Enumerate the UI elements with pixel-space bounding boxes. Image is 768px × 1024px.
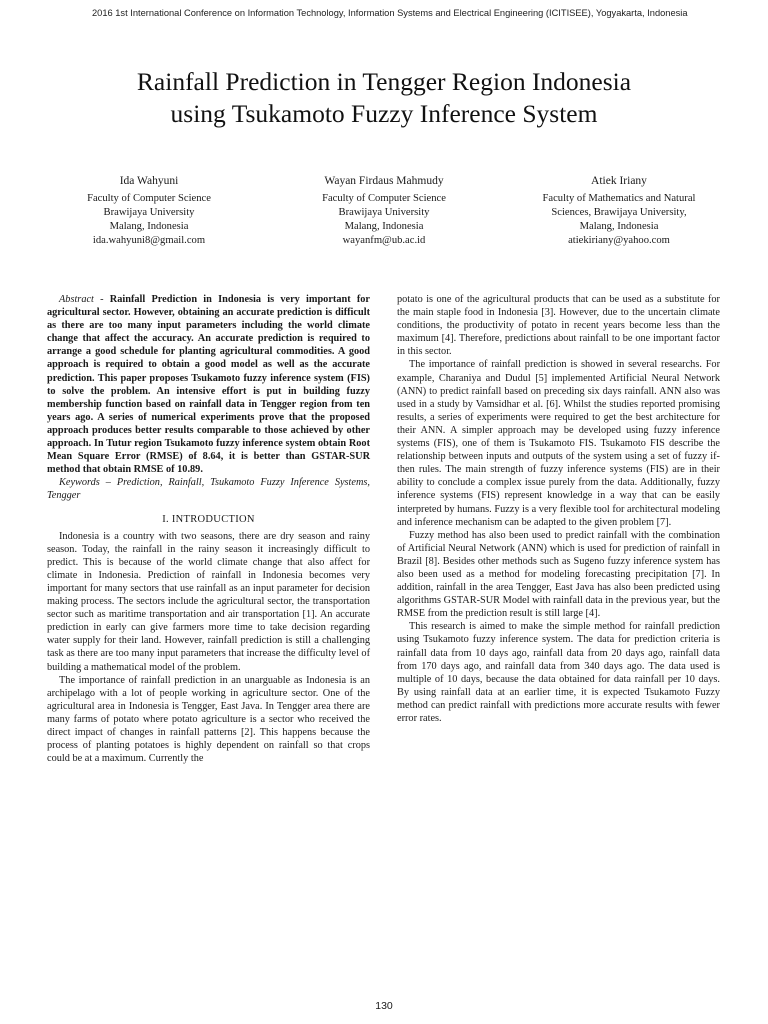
author-univ: Brawijaya University <box>338 207 430 218</box>
abstract-label: Abstract <box>59 294 94 305</box>
author-dept: Faculty of Computer Science <box>87 193 211 204</box>
keywords: Keywords – Prediction, Rainfall, Tsukamoto Fuzzy Inference Systems, Tengger <box>47 477 370 502</box>
body-paragraph: Fuzzy method has also been used to predict rainfall with the combination of Artificial Neural Network (ANN) which is used for prediction of rainfall in Brazil [8]. Besides other methods such as Sugeno fuzzy inference system has also been used as a method for modeling forecasting precipitation [7]. In addition, rainfall in the area Tengger, East Java has also been predicted using algorithms GSTAR-SUR Model with rainfall data in the previous year, but the RMSE from the prediction result is still large [4]. <box>397 529 720 620</box>
author-block-2 <box>269 174 499 248</box>
author-city: Malang, Indonesia <box>344 221 424 232</box>
body-paragraph: This research is aimed to make the simple method for rainfall prediction using Tsukamoto fuzzy inference system. The data for prediction criteria is rainfall data from 10 days ago, rainfall data from 20 days ago, rainfall data from 170 days ago, and rainfall data from 340 days ago. The data used is multiple of 10 days, because the data obtained for data rainfall per 10 days. By using rainfall data at an earlier time, it is expected Tsukamoto Fuzzy method can predict rainfall with predictions more accurate results with fewer error rates. <box>397 621 720 724</box>
author-name: Wayan Firdaus Mahmudy <box>324 175 444 187</box>
author-email: ida.wahyuni8@gmail.com <box>92 235 206 246</box>
abstract-dash: - <box>93 294 110 305</box>
title-line-1: Rainfall Prediction in Tengger Region Indonesia <box>136 67 632 96</box>
author-name: Ida Wahyuni <box>119 175 179 187</box>
author-city: Malang, Indonesia <box>109 221 189 232</box>
abstract <box>47 293 370 476</box>
body-paragraph: The importance of rainfall prediction is showed in several researchs. For example, Charaniya and Dudul [5] implemented Artificial Neural Network (ANN) to predict rainfall based on preceding six days rainfall. ANN also was used in a study by Vamsidhar et al. [6]. Whilst the studies reported promising results, a series of experiments were required to get the best architecture for their ANN. A simpler approach may be developed using fuzzy inference systems (FIS), one of them is Tsukamoto FIS. Tsukamoto FIS describe the relationship between inputs and outputs of the system using a set of fuzzy if-then rules. The main strength of fuzzy inference systems (FIS) are in their ability to conclude a complex issue purely from the data. Additionally, fuzzy inference systems (FIS) represent knowledge in a way that can be easily interpreted by humans. Fuzzy is a very flexible tool for architectural modeling and inference mechanism can be adapted to the given problem [7]. <box>397 359 720 528</box>
author-dept: Faculty of Mathematics and Natural <box>542 193 696 204</box>
paper-title <box>40 66 728 130</box>
author-name: Atiek Iriany <box>591 175 647 187</box>
author-block-3 <box>504 174 734 248</box>
author-email: atiekiriany@yahoo.com <box>568 235 670 246</box>
abstract-text: Rainfall Prediction in Indonesia is very important for agricultural sector. However, obtaining an accurate prediction is difficult as there are too many input parameters including the world climate change that affect the accuracy. An accurate prediction is required to arrange a good schedule for planting agricultural commodities. A good approach is required to obtain a good model as well as the accurate prediction. This paper proposes Tsukamoto fuzzy inference system (FIS) to solve the problem. An intensive effort is put in building fuzzy membership function based on rainfall data in Tengger region from ten years ago. A series of numerical experiments prove that the proposed approach produces better results comparable to those achieved by other approach. In Tutur region Tsukamoto fuzzy inference system obtain Root Mean Square Error (RMSE) of 8.64, it is better than GSTAR-SUR method that obtain RMSE of 10.89. <box>47 294 371 476</box>
conference-header: 2016 1st International Conference on Information Technology, Information Systems and Electrical Engineering (ICITISEE), Yogyakarta, Indonesia <box>92 8 688 18</box>
right-column <box>397 293 720 725</box>
author-email: wayanfm@ub.ac.id <box>342 235 426 246</box>
title-line-2: using Tsukamoto Fuzzy Inference System <box>170 99 598 128</box>
left-column <box>47 293 370 765</box>
author-univ: Sciences, Brawijaya University, <box>551 207 687 218</box>
page-number: 130 <box>375 1000 393 1012</box>
body-paragraph: potato is one of the agricultural products that can be used as a substitute for the main staple food in Indonesia [3]. However, due to the uncertain climate conditions, the productivity of potato in recent years become less than the maximum [4]. Therefore, predictions about rainfall to be one important factor in this sector. <box>397 294 720 358</box>
author-dept: Faculty of Computer Science <box>322 193 446 204</box>
author-block-1 <box>34 174 264 248</box>
body-paragraph: Indonesia is a country with two seasons, there are dry season and rainy season. Today, the rainfall in the rainy season it increasingly difficult to predict. This is because of the world climate change that also affect for climate in Indonesia. Prediction of rainfall in Indonesia becomes very important for many sectors that use rainfall as an input parameter for decision making process. The sectors include the agricultural sector, the transportation sector such as maritime transportation and air transportation [1]. An accurate prediction in early can give farmers more time to take decision regarding water supply for their land. However, rainfall prediction is still a challenging task as there are too many input parameters that increase the difficulty level of building a mathematical model of the problem. <box>47 530 370 673</box>
body-paragraph: The importance of rainfall prediction in an unarguable as Indonesia is an archipelago with a lot of people working in agriculture sector. One of the agricultural area in Indonesia is Tengger, East Java. In Tengger area there are many farms of potato where potato agriculture is a sector who received the direct impact of changes in rainfall patterns [2]. This happens because the process of planting potatoes is highly dependent on rainfall so that crops could be at a maximum. Currently the <box>47 674 370 765</box>
author-city: Malang, Indonesia <box>579 221 659 232</box>
section-heading: I. INTRODUCTION <box>162 513 255 525</box>
author-univ: Brawijaya University <box>103 207 195 218</box>
